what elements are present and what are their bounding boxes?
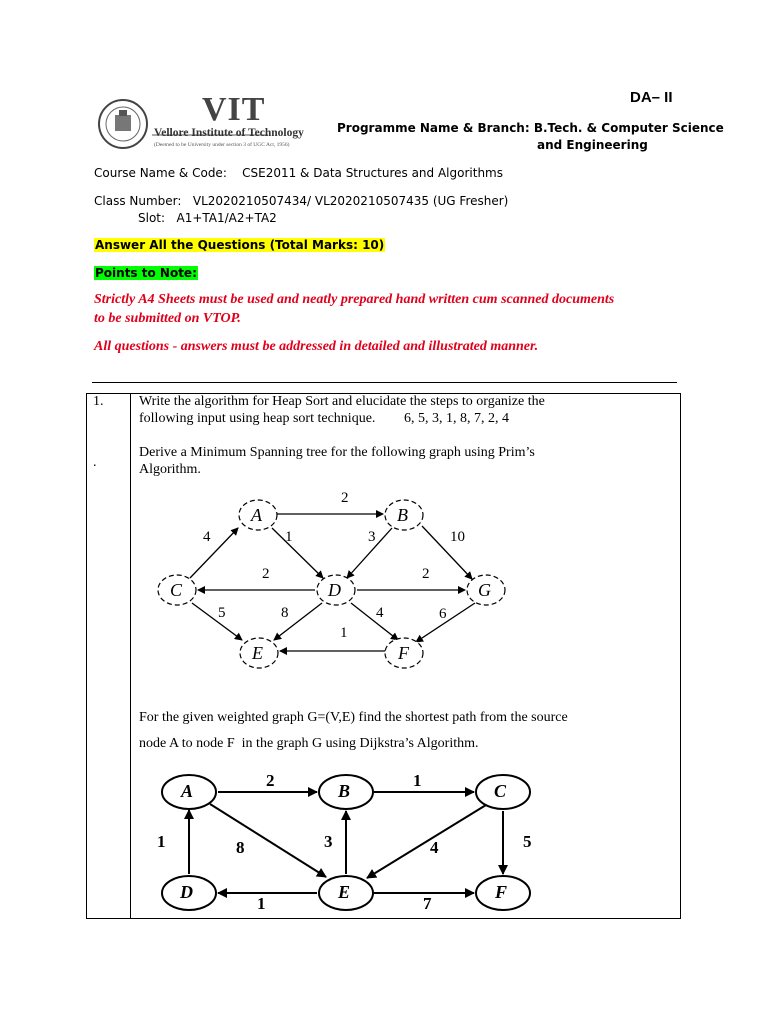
- weight2-e-b: 3: [324, 832, 333, 851]
- node2-d-label: D: [180, 882, 193, 902]
- node2-f-label: F: [495, 882, 508, 902]
- dijkstra-line2: node A to node F in the graph G using Dijkstra’s Algorithm.: [139, 736, 479, 751]
- edge-d-f: [351, 603, 398, 640]
- weight-d-g: 2: [422, 566, 430, 582]
- node2-c-label: C: [494, 781, 507, 801]
- a4-note-line2: to be submitted on VTOP.: [94, 311, 241, 326]
- points-to-note: Points to Note:: [95, 266, 197, 280]
- weight-g-f: 6: [439, 606, 447, 622]
- weight2-c-e: 4: [430, 838, 439, 857]
- node-c-label: C: [170, 580, 183, 600]
- weight2-e-f: 7: [423, 894, 432, 913]
- node-e-label: E: [252, 643, 263, 663]
- prim-line1: Derive a Minimum Spanning tree for the following graph using Prim’s: [139, 445, 535, 460]
- weight-c-a: 4: [203, 529, 211, 545]
- logo-name: VIT: [202, 91, 266, 128]
- class-number-line: Class Number: VL2020210507434/ VL2020210507435 (UG Fresher): [94, 194, 509, 208]
- weight2-b-c: 1: [413, 771, 422, 790]
- edge-c-e: [192, 603, 242, 640]
- weight-d-e: 8: [281, 605, 289, 621]
- weight-d-c: 2: [262, 566, 270, 582]
- dijkstra-line1: For the given weighted graph G=(V,E) find the shortest path from the source: [139, 710, 568, 725]
- weight-d-f: 4: [376, 605, 384, 621]
- node-d-label: D: [328, 580, 341, 600]
- edge2-c-e: [367, 805, 486, 878]
- heap-sort-input: 6, 5, 3, 1, 8, 7, 2, 4: [404, 411, 509, 426]
- answer-all-note: Answer All the Questions (Total Marks: 10): [95, 238, 385, 252]
- da-label: DA– II: [630, 89, 673, 106]
- weight-c-e: 5: [218, 605, 226, 621]
- prim-line2: Algorithm.: [139, 462, 201, 477]
- a4-note-line1: Strictly A4 Sheets must be used and neatly prepared hand written cum scanned documents: [94, 292, 615, 307]
- weight-a-b: 2: [341, 490, 349, 506]
- weight2-c-f: 5: [523, 832, 532, 851]
- weight2-e-d: 1: [257, 894, 266, 913]
- logo-sub: (Deemed to be University under section 3 of UGC Act, 1956): [154, 142, 290, 148]
- node-f-label: F: [398, 643, 409, 663]
- node-g-label: G: [478, 580, 491, 600]
- node-b-label: B: [397, 505, 408, 525]
- illustrated-note: All questions - answers must be addressed in detailed and illustrated manner.: [94, 339, 539, 354]
- question-number: 1.: [93, 394, 104, 409]
- node-a-label: A: [251, 505, 262, 525]
- weight-b-g: 10: [450, 529, 465, 545]
- weight-f-e: 1: [340, 625, 348, 641]
- edge2-a-e: [210, 804, 326, 877]
- course-line: Course Name & Code: CSE2011 & Data Structures and Algorithms: [94, 166, 503, 180]
- weight-a-d: 1: [285, 529, 293, 545]
- node2-b-label: B: [338, 781, 351, 801]
- node2-a-label: A: [181, 781, 194, 801]
- weight-b-d: 3: [368, 529, 376, 545]
- edge-a-d: [272, 528, 323, 578]
- node2-e-label: E: [338, 882, 351, 902]
- heap-sort-line2: following input using heap sort technique.: [139, 411, 376, 426]
- programme-line2: and Engineering: [537, 138, 648, 152]
- slot-line: Slot: A1+TA1/A2+TA2: [138, 211, 277, 225]
- edge-c-a: [190, 528, 238, 578]
- heap-sort-line1: Write the algorithm for Heap Sort and elucidate the steps to organize the: [139, 394, 545, 409]
- question-dot: .: [93, 455, 97, 470]
- weight2-a-b: 2: [266, 771, 275, 790]
- weight2-d-a: 1: [157, 832, 166, 851]
- logo-full: Vellore Institute of Technology: [154, 127, 304, 139]
- weight2-a-e: 8: [236, 838, 245, 857]
- programme-line1: Programme Name & Branch: B.Tech. & Computer Science: [337, 121, 724, 135]
